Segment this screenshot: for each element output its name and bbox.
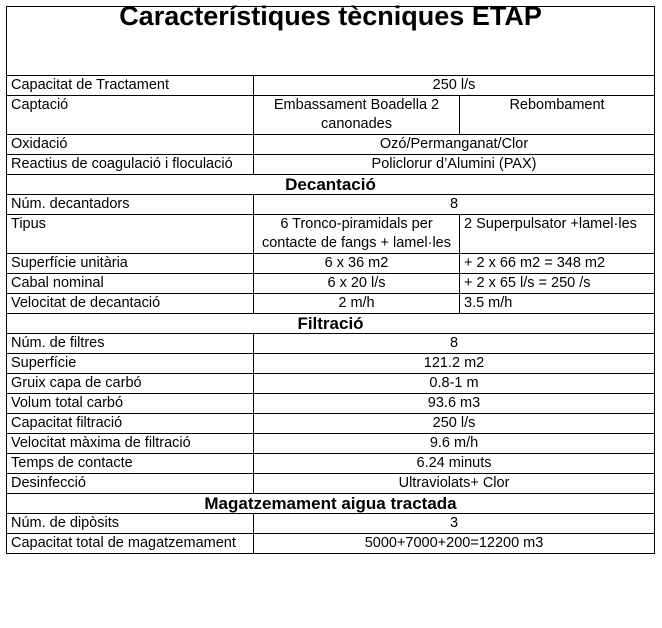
specs-table <box>6 1 655 554</box>
row-value: 250 l/s <box>254 76 655 96</box>
row-label: Desinfecció <box>7 474 254 494</box>
row-value: 5000+7000+200=12200 m3 <box>254 534 655 554</box>
row-label: Núm. de filtres <box>7 334 254 354</box>
row-value: 2 m/h <box>254 294 460 314</box>
table-row <box>7 294 655 314</box>
table-row <box>7 394 655 414</box>
row-value: 121.2 m2 <box>254 354 655 374</box>
section-row <box>7 314 655 334</box>
section-row <box>7 494 655 514</box>
section-row <box>7 175 655 195</box>
title-row <box>7 7 655 76</box>
row-label: Gruix capa de carbó <box>7 374 254 394</box>
row-value: 2 Superpulsator +lamel·les <box>460 215 655 254</box>
table-row <box>7 135 655 155</box>
row-value: 250 l/s <box>254 414 655 434</box>
table-row <box>7 514 655 534</box>
table-row <box>7 354 655 374</box>
row-value: 3 <box>254 514 655 534</box>
table-row <box>7 454 655 474</box>
row-label: Temps de contacte <box>7 454 254 474</box>
row-value: 0.8-1 m <box>254 374 655 394</box>
row-value: 6.24 minuts <box>254 454 655 474</box>
row-value: 3.5 m/h <box>460 294 655 314</box>
table-row <box>7 96 655 135</box>
row-value: 6 x 20 l/s <box>254 274 460 294</box>
row-value: 6 Tronco-piramidals per contacte de fangs + lamel·les <box>254 215 460 254</box>
table-row <box>7 414 655 434</box>
table-row <box>7 374 655 394</box>
row-value: 9.6 m/h <box>254 434 655 454</box>
table-row <box>7 215 655 254</box>
row-value: 8 <box>254 195 655 215</box>
row-value: 6 x 36 m2 <box>254 254 460 274</box>
row-value: Policlorur d’Alumini (PAX) <box>254 155 655 175</box>
row-label: Capacitat total de magatzemament <box>7 534 254 554</box>
table-row <box>7 254 655 274</box>
row-value: 93.6 m3 <box>254 394 655 414</box>
section-heading-decantacio: Decantació <box>7 175 655 195</box>
table-row <box>7 76 655 96</box>
table-row <box>7 534 655 554</box>
row-value: 8 <box>254 334 655 354</box>
table-row <box>7 334 655 354</box>
row-value: Embassament Boadella 2 canonades <box>254 96 460 135</box>
row-label: Velocitat de decantació <box>7 294 254 314</box>
table-row <box>7 195 655 215</box>
row-label: Tipus <box>7 215 254 254</box>
row-value: Rebombament <box>460 96 655 135</box>
row-value: + 2 x 66 m2 = 348 m2 <box>460 254 655 274</box>
table-title: Característiques tècniques ETAP <box>7 7 655 76</box>
row-label: Captació <box>7 96 254 135</box>
row-label: Capacitat filtració <box>7 414 254 434</box>
table-row <box>7 434 655 454</box>
row-label: Cabal nominal <box>7 274 254 294</box>
row-label: Reactius de coagulació i floculació <box>7 155 254 175</box>
table-row <box>7 274 655 294</box>
row-value: + 2 x 65 l/s = 250 /s <box>460 274 655 294</box>
table-row <box>7 474 655 494</box>
row-value: Ultraviolats+ Clor <box>254 474 655 494</box>
row-label: Volum total carbó <box>7 394 254 414</box>
table-row <box>7 155 655 175</box>
section-heading-magatzemament: Magatzemament aigua tractada <box>7 494 655 514</box>
row-value: Ozó/Permanganat/Clor <box>254 135 655 155</box>
row-label: Núm. de dipòsits <box>7 514 254 534</box>
row-label: Superfície unitària <box>7 254 254 274</box>
row-label: Capacitat de Tractament <box>7 76 254 96</box>
section-heading-filtracio: Filtració <box>7 314 655 334</box>
row-label: Núm. decantadors <box>7 195 254 215</box>
row-label: Velocitat màxima de filtració <box>7 434 254 454</box>
row-label: Oxidació <box>7 135 254 155</box>
row-label: Superfície <box>7 354 254 374</box>
